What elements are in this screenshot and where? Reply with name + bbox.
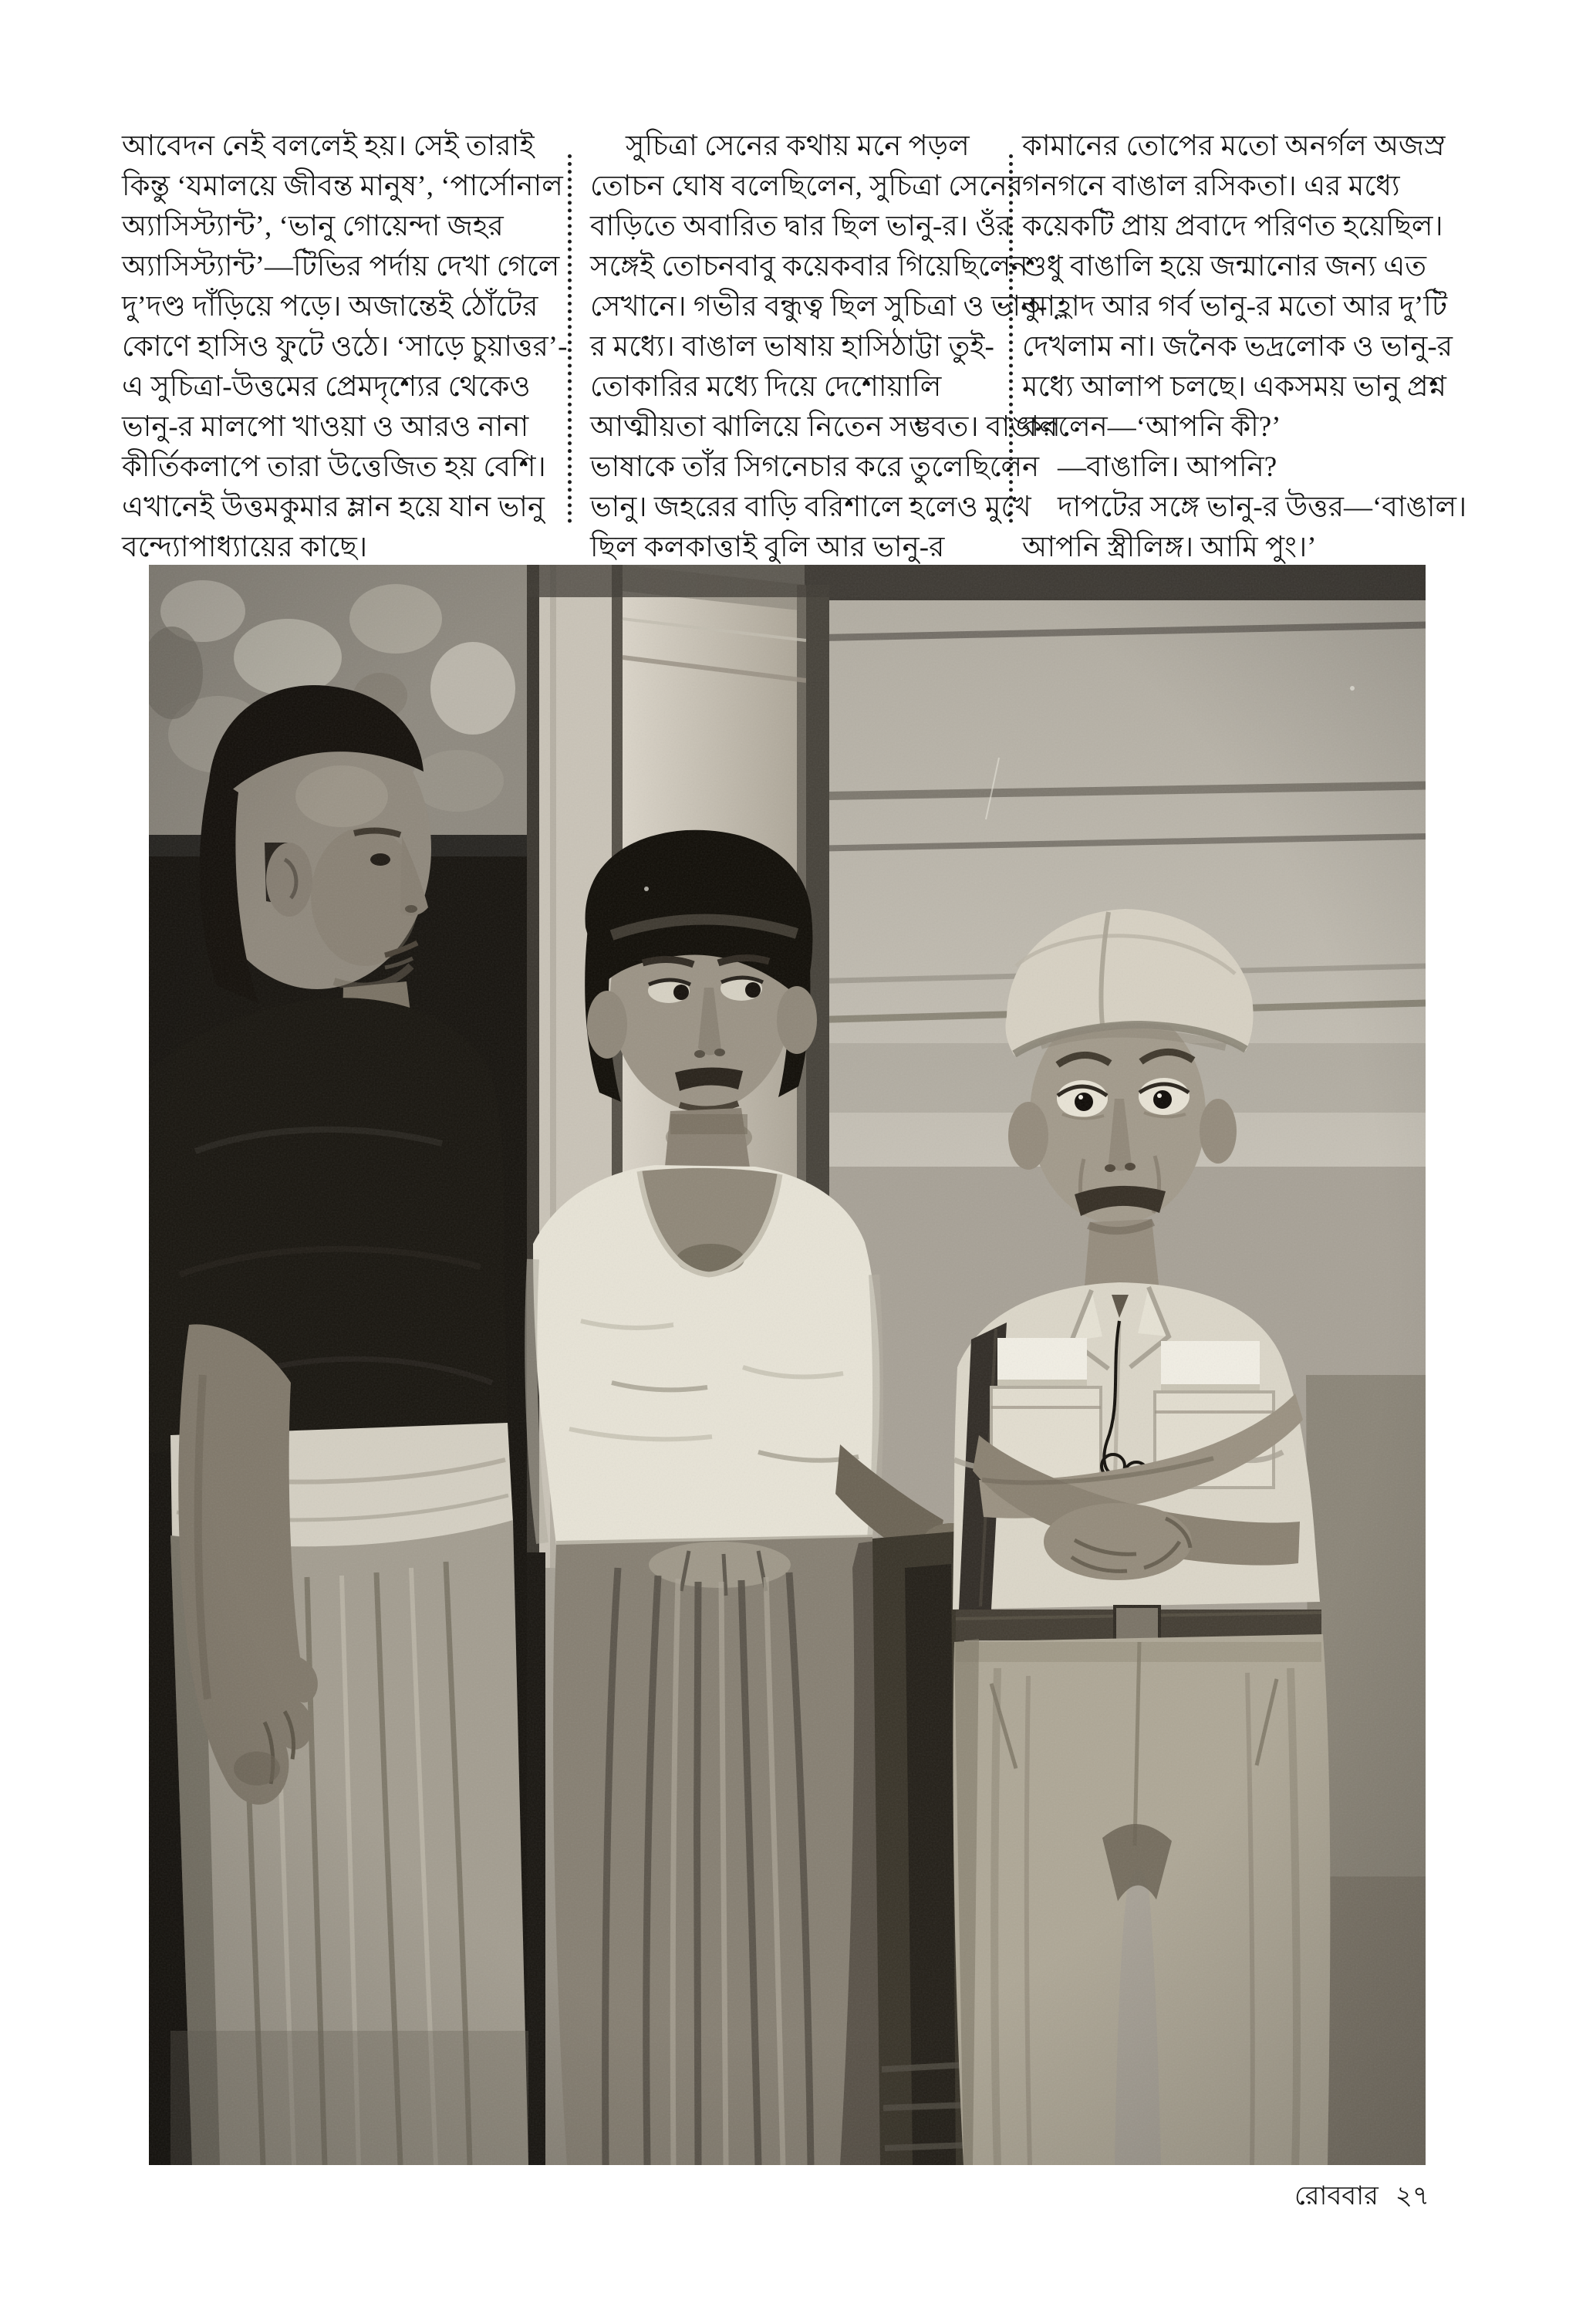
text-line: বন্দ্যোপাধ্যায়ের কাছে। bbox=[122, 532, 368, 563]
text-line: কোণে হাসিও ফুটে ওঠে। ‘সাড়ে চুয়াত্তর’- bbox=[122, 331, 568, 363]
text-line: এখানেই উত্তমকুমার ম্লান হয়ে যান ভানু bbox=[122, 491, 545, 523]
text-line: কামানের তোপের মতো অনর্গল অজস্র bbox=[1022, 130, 1446, 162]
photo-texture-overlay bbox=[149, 565, 1426, 2165]
text-line: অ্যাসিস্ট্যান্ট’—টিভির পর্দায় দেখা গেলে bbox=[122, 251, 560, 282]
text-line: করলেন—‘আপনি কী?’ bbox=[1022, 411, 1281, 443]
text-line: সেখানে। গভীর বন্ধুত্ব ছিল সুচিত্রা ও ভানু- bbox=[590, 291, 1048, 323]
text-line: সঙ্গেই তোচনবাবু কয়েকবার গিয়েছিলেন bbox=[590, 251, 1028, 282]
article-column-3 bbox=[1022, 127, 1516, 568]
magazine-name: রোববার bbox=[1294, 2182, 1379, 2211]
text-line: আপনি স্ত্রীলিঙ্গ। আমি পুং।’ bbox=[1022, 532, 1317, 563]
text-line: তোকারির মধ্যে দিয়ে দেশোয়ালি bbox=[590, 371, 942, 403]
column-divider-dotted-rule bbox=[568, 154, 572, 523]
text-line: ছিল কলকাত্তাই বুলি আর ভানু-র bbox=[590, 532, 945, 563]
text-line: আবেদন নেই বললেই হয়। সেই তারাই bbox=[122, 130, 535, 162]
page-number: ২৭ bbox=[1395, 2182, 1429, 2211]
text-line: তোচন ঘোষ বলেছিলেন, সুচিত্রা সেনের bbox=[590, 171, 1024, 202]
text-line: কিন্তু ‘যমালয়ে জীবন্ত মানুষ’, ‘পার্সোনাল bbox=[122, 171, 563, 202]
column-divider-dotted-rule bbox=[1009, 154, 1013, 523]
article-column-1 bbox=[122, 127, 568, 568]
text-line: দাপটের সঙ্গে ভানু-র উত্তর—‘বাঙাল। bbox=[1058, 491, 1467, 523]
text-line: এ সুচিত্রা-উত্তমের প্রেমদৃশ্যের থেকেও bbox=[122, 371, 531, 403]
text-line: —বাঙালি। আপনি? bbox=[1058, 451, 1277, 483]
page-footer bbox=[1294, 2176, 1429, 2220]
text-line: কীর্তিকলাপে তারা উত্তেজিত হয় বেশি। bbox=[122, 451, 546, 483]
text-line: দেখলাম না। জনৈক ভদ্রলোক ও ভানু-র bbox=[1022, 331, 1453, 363]
text-line: অ্যাসিস্ট্যান্ট’, ‘ভানু গোয়েন্দা জহর bbox=[122, 211, 504, 242]
text-line: ভানু। জহরের বাড়ি বরিশালে হলেও মুখে bbox=[590, 491, 1031, 523]
text-line: আত্মীয়তা ঝালিয়ে নিতেন সম্ভবত। বাঙাল bbox=[590, 411, 1061, 443]
text-line: ভাষাকে তাঁর সিগনেচার করে তুলেছিলেন bbox=[590, 451, 1040, 483]
film-still-photo bbox=[149, 565, 1426, 2165]
text-line: গনগনে বাঙাল রসিকতা। এর মধ্যে bbox=[1022, 171, 1400, 202]
text-line: আহ্লাদ আর গর্ব ভানু-র মতো আর দু’টি bbox=[1022, 291, 1447, 323]
text-line: র মধ্যে। বাঙাল ভাষায় হাসিঠাট্টা তুই- bbox=[590, 331, 994, 363]
text-line: দু’দণ্ড দাঁড়িয়ে পড়ে। অজান্তেই ঠোঁটের bbox=[122, 291, 538, 323]
text-line: শুধু বাঙালি হয়ে জন্মানোর জন্য এত bbox=[1022, 251, 1426, 282]
text-line: ভানু-র মালপো খাওয়া ও আরও নানা bbox=[122, 411, 529, 443]
article-column-2 bbox=[590, 127, 1061, 568]
text-line: সুচিত্রা সেনের কথায় মনে পড়ল bbox=[626, 130, 970, 162]
text-line: বাড়িতে অবারিত দ্বার ছিল ভানু-র। ওঁর bbox=[590, 211, 1012, 242]
text-line: কয়েকটি প্রায় প্রবাদে পরিণত হয়েছিল। bbox=[1022, 211, 1443, 242]
text-line: মধ্যে আলাপ চলছে। একসময় ভানু প্রশ্ন bbox=[1022, 371, 1446, 403]
